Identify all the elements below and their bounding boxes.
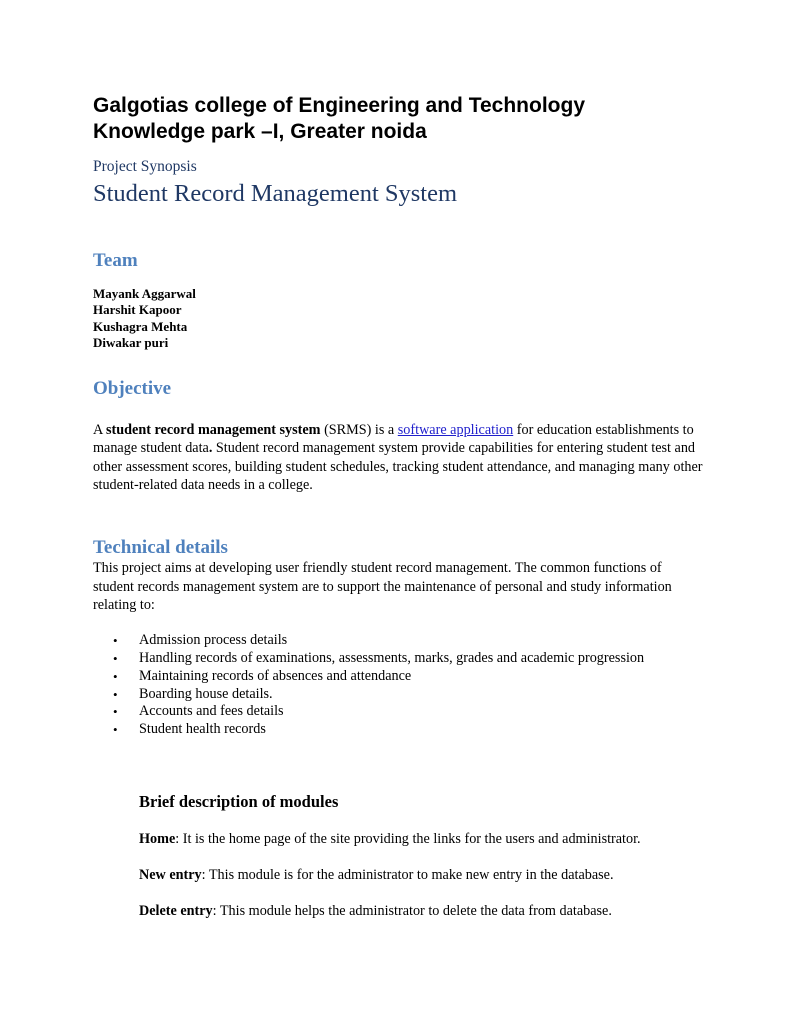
module-home [139, 830, 703, 848]
team-member: Diwakar puri [93, 334, 169, 350]
project-title: Student Record Management System [93, 180, 458, 207]
college-address: Knowledge park –I, Greater noida [93, 120, 427, 143]
list-item-text: Accounts and fees details [139, 703, 284, 720]
software-application-link[interactable]: software application [397, 422, 514, 439]
bullet-icon: • [113, 668, 118, 684]
module-description: : This module is for the administrator to make new entry in the database. [201, 867, 614, 884]
college-name: Galgotias college of Engineering and Technology [93, 94, 586, 117]
list-item [93, 668, 703, 686]
module-new-entry [139, 866, 703, 884]
document-page [93, 93, 703, 920]
module-name: New entry [139, 867, 202, 884]
modules-section [139, 792, 703, 920]
synopsis-label: Project Synopsis [93, 158, 197, 175]
module-delete-entry [139, 902, 703, 920]
objective-prefix: A [93, 422, 107, 439]
modules-heading: Brief description of modules [139, 792, 339, 812]
bullet-icon: • [113, 686, 118, 702]
list-item [93, 686, 703, 704]
bullet-icon: • [113, 633, 118, 649]
list-item [93, 650, 703, 668]
module-name: Delete entry [139, 903, 213, 920]
objective-mid: (SRMS) is a [320, 422, 398, 439]
team-list [93, 286, 703, 351]
objective-after-link: for education establishments to manage student data [93, 422, 694, 457]
technical-intro: This project aims at developing user friendly student record management. The common functions of student records management system are to support the maintenance of personal and study information relating to: [93, 560, 672, 613]
technical-bullet-list [93, 632, 703, 739]
module-description: : It is the home page of the site providing the links for the users and administrator. [175, 831, 641, 848]
list-item [93, 703, 703, 721]
list-item [93, 721, 703, 739]
bullet-icon: • [113, 722, 118, 738]
bullet-icon: • [113, 651, 118, 667]
team-heading: Team [93, 250, 138, 271]
team-member: Harshit Kapoor [93, 302, 182, 318]
module-name: Home [139, 831, 176, 848]
technical-details-heading: Technical details [93, 537, 228, 559]
list-item-text: Student health records [139, 721, 266, 738]
list-item-text: Maintaining records of absences and attendance [139, 667, 412, 684]
objective-period: . [208, 440, 213, 457]
team-member: Kushagra Mehta [93, 318, 188, 334]
list-item-text: Admission process details [139, 632, 288, 649]
objective-rest: Student record management system provide capabilities for entering student test and other assessment scores, building student schedules, tracking student attendance, and managing many other student-related data needs in a college. [93, 440, 703, 494]
list-item [93, 632, 703, 650]
bullet-icon: • [113, 704, 118, 720]
list-item-text: Boarding house details. [139, 685, 273, 702]
objective-term: student record management system [106, 422, 321, 439]
objective-paragraph [93, 421, 703, 494]
module-description: : This module helps the administrator to delete the data from database. [212, 903, 612, 920]
list-item-text: Handling records of examinations, assessments, marks, grades and academic progression [139, 650, 645, 667]
team-member: Mayank Aggarwal [93, 286, 196, 301]
objective-heading: Objective [93, 378, 172, 400]
